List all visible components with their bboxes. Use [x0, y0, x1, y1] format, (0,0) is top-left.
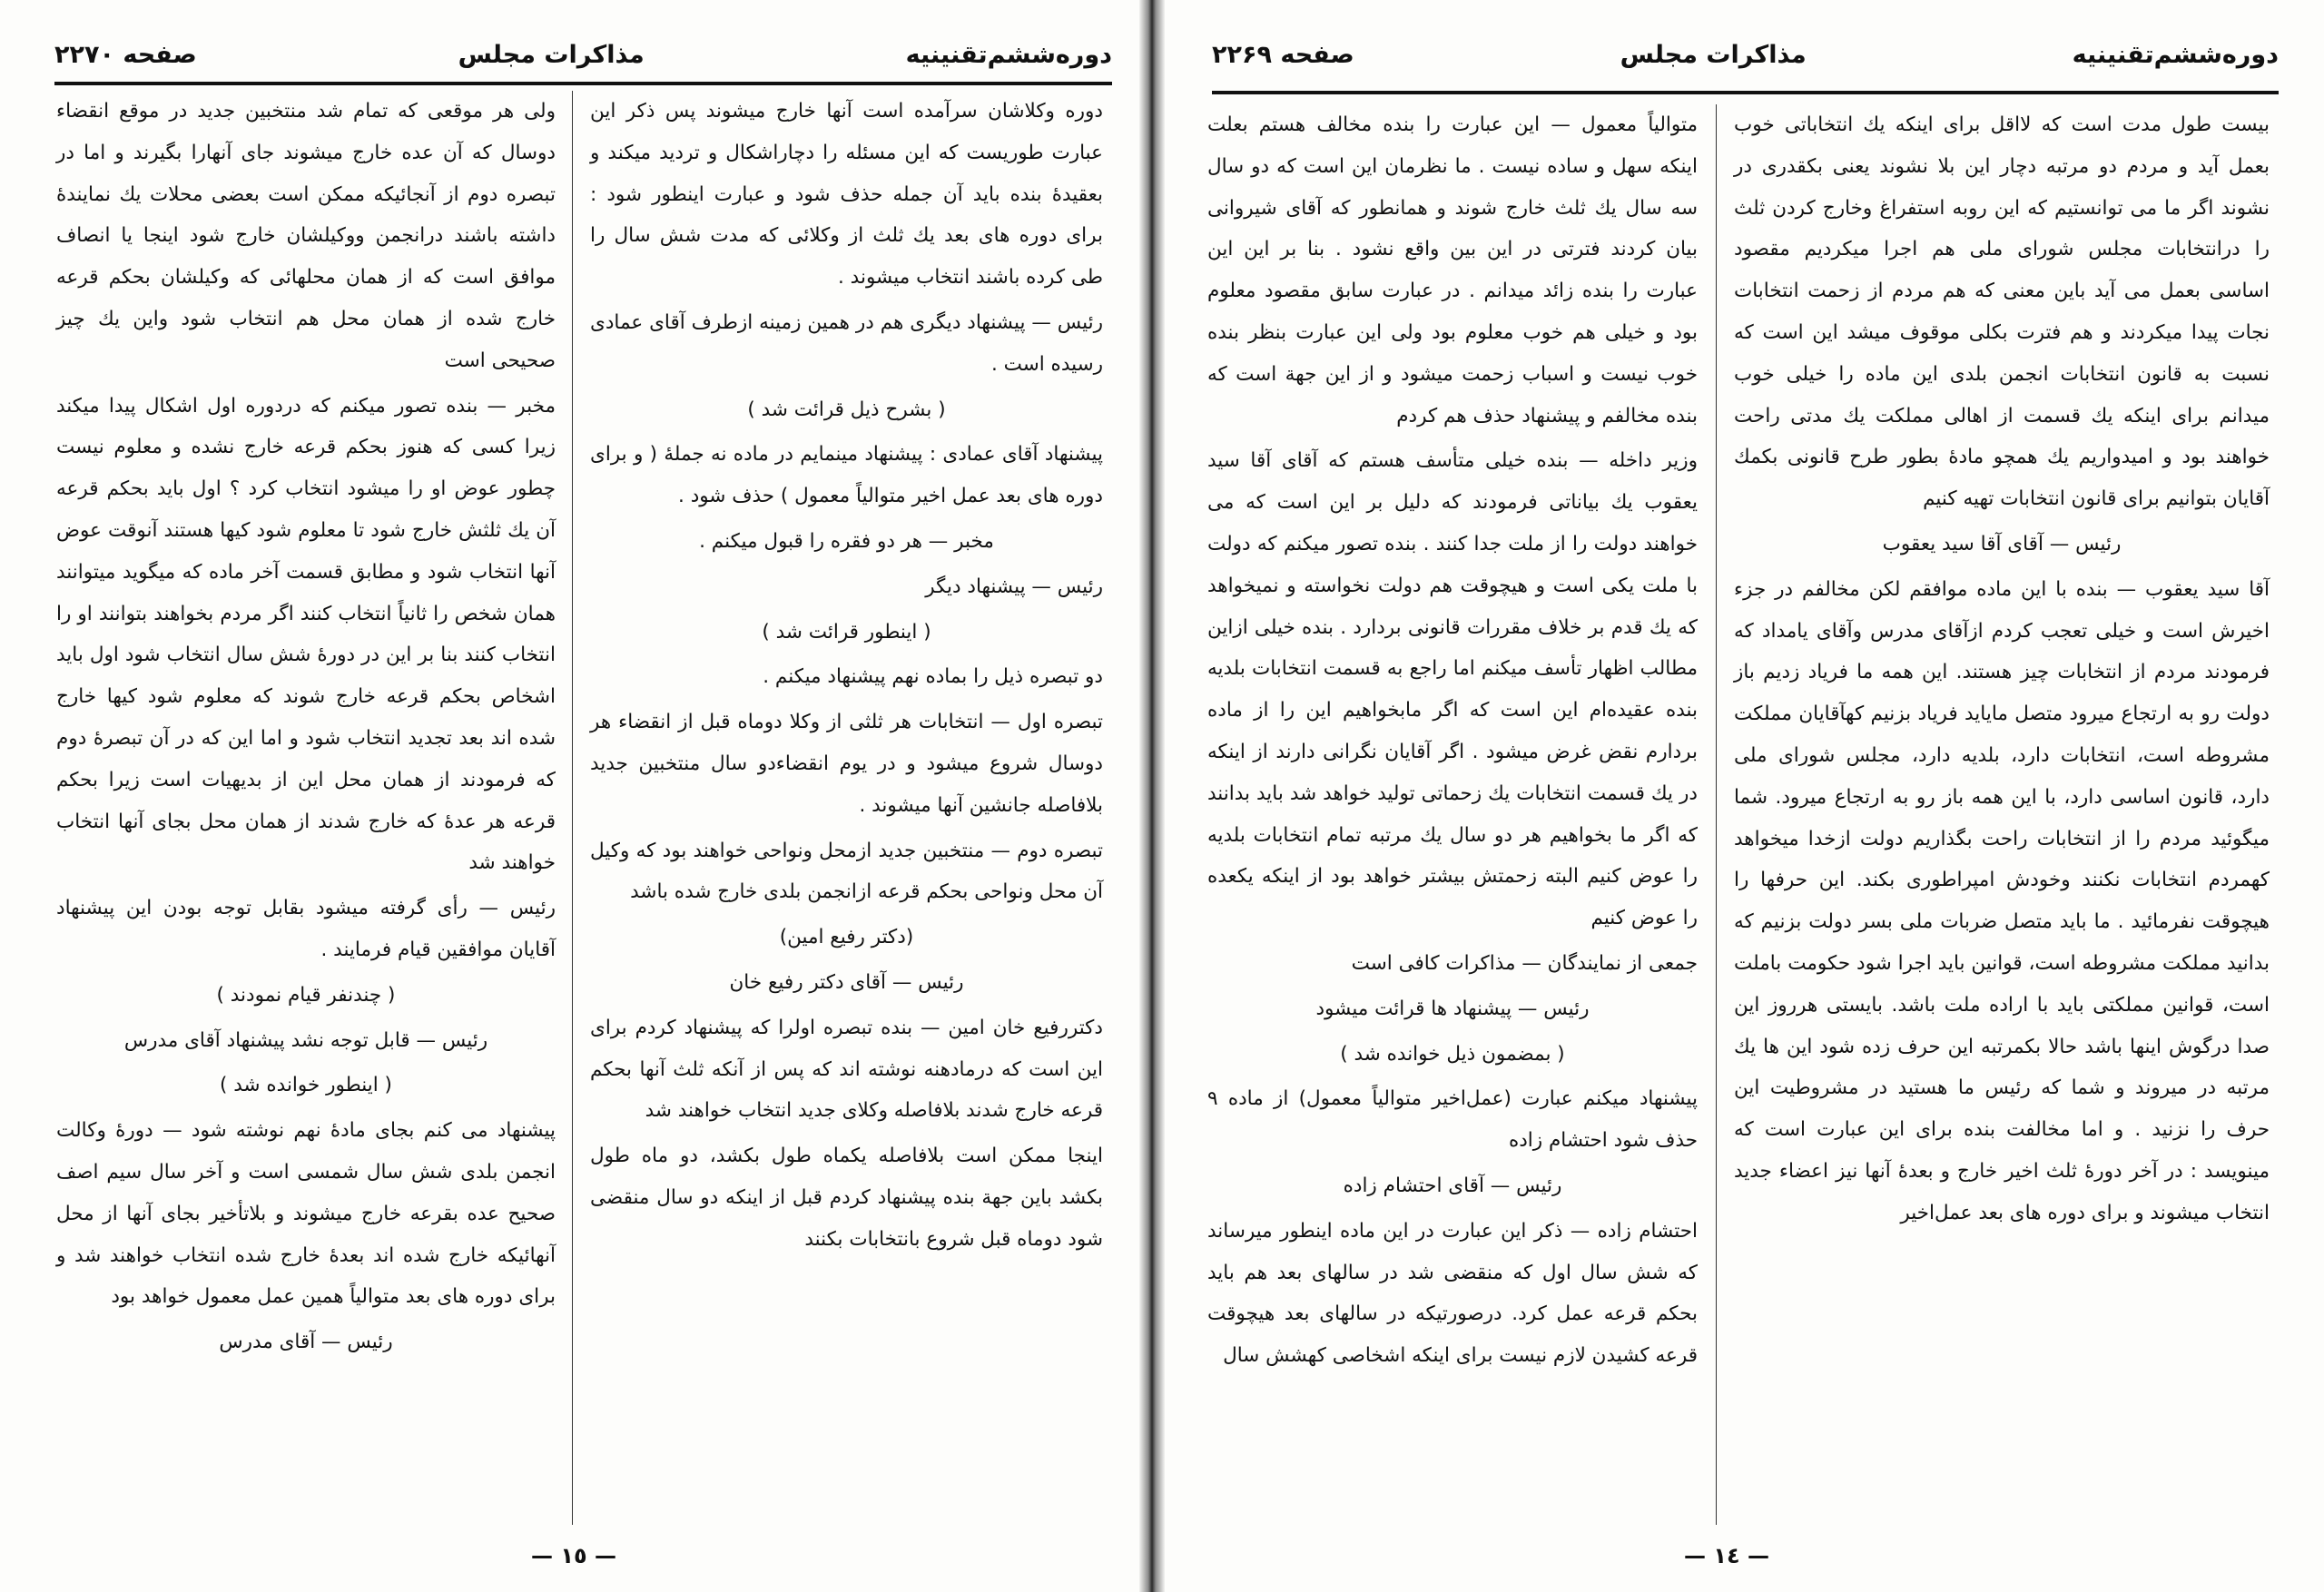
paragraph: رئیس — آقای احتشام زاده	[1343, 1174, 1562, 1197]
paragraph: اینجا ممکن است بلافاصله یکماه طول بکشد، دو ماه طول بکشد باین جهة بنده پیشنهاد کردم قبل از اینکه دو سال منقضی شود دوماه قبل شروع بانتخابات بکنند	[590, 1145, 1103, 1251]
paragraph: ( اینطور قرائت شد )	[762, 620, 931, 644]
paragraph: پیشنهاد آقای عمادی : پیشنهاد مینمایم در ماده نه جملهٔ ( و برای دوره های بعد عمل اخیر متوالیاً معمول ) حذف شود .	[590, 443, 1103, 508]
paragraph: احتشام زاده — ذکر این عبارت در این ماده اینطور میرساند که شش سال اول که منقضی شد در سالهای بعد هم باید بحکم قرعه عمل کرد. درصورتیکه در سالهای بعد هیچوقت قرعه کشیدن لازم نیست برای اینکه اشخاصی کهشش سال	[1207, 1219, 1698, 1368]
right-header-journal: دوره‌ششم‌تقنینیه	[2072, 40, 2279, 69]
right-header-page-label: صفحه ۲۲۶۹	[1212, 40, 1354, 69]
paragraph: ( بمضمون ذیل خوانده شد )	[1340, 1042, 1565, 1066]
paragraph: ( اینطور خوانده شد )	[220, 1074, 392, 1097]
paragraph: دکتررفیع خان امین — بنده تبصره اولرا که پیشنهاد کردم برای این است که درمادهنه نوشته اند که پس از آنکه ثلث آنها بحکم قرعه خارج شدند بلافاصله وکلای جدید انتخاب خواهند شد	[590, 1016, 1103, 1123]
paragraph: رئیس — آقای آقا سید یعقوب	[1882, 532, 2122, 555]
paragraph: رئیس — قابل توجه نشد پیشنهاد آقای مدرس	[123, 1028, 488, 1052]
paragraph: تبصره اول — انتخابات هر ثلثی از وکلا دوماه قبل از انقضاء هر دوسال شروع میشود و در یوم انقضاءدو سال منتخبین جدید بلافاصله جانشین آنها میشوند .	[590, 711, 1103, 817]
book-gutter	[1139, 0, 1165, 1592]
paragraph: متوالیاً معمول — این عبارت را بنده مخالف هستم بعلت اینکه سهل و ساده نیست . ما نظرمان این است که دو سال سه سال یك ثلث خارج شوند و همانطور که آقای شیروانی بیان کردند فترتی در این بین واقع نشود . بنا بر این این عبارت را بنده زائد میدانم . در عبارت سابق مقصود معلوم بود و خیلی هم خوب معلوم بود ولی این عبارت بنظر بنده خوب نیست و اسباب زحمت میشود و از این جهة است که بنده مخالفم و پیشنهاد حذف هم کردم	[1207, 113, 1698, 427]
paragraph: رئیس — رأی گرفته میشود بقابل توجه بودن این پیشنهاد آقایان موافقین قیام فرمایند .	[56, 897, 556, 961]
right-header-rule	[1212, 91, 2279, 94]
paragraph: تبصره دوم — منتخبین جدید ازمحل ونواحی خواهند بود که وکیل آن محل ونواحی بحکم قرعه ازانجمن بلدی خارج شده باشد	[590, 839, 1103, 904]
right-page-number: — ١٤ —	[1684, 1543, 1770, 1568]
paragraph: دو تبصره ذیل را بماده نهم پیشنهاد میکنم .	[763, 665, 1103, 689]
paragraph: رئیس — پیشنهاد ها قرائت میشود	[1315, 997, 1590, 1020]
left-page-right-column	[590, 91, 1103, 1264]
paragraph: رئیس — پیشنهاد دیگری هم در همین زمینه ازطرف آقای عمادی رسیده است .	[590, 310, 1103, 376]
paragraph: ولی هر موقعی که تمام شد منتخبین جدید در موقع انقضاء دوسال که آن عده خارج میشوند جای آنهارا بگیرند و اما در تبصره دوم از آنجائیکه ممکن است بعضی محلات یك نمایندهٔ داشته باشند درانجمن ووکیلشان خارج شود اینجا یا انصاف موافق است که از همان محلهائی که وکیلشان بحکم قرعه خارج شده از همان محل هم انتخاب شود واین یك چیز صحیحی است	[56, 100, 556, 372]
left-page-left-column	[56, 91, 556, 1367]
left-page-header	[54, 33, 1112, 76]
right-header-title: مذاکرات مجلس	[1620, 40, 1807, 69]
paragraph: رئیس — آقای مدرس	[219, 1331, 393, 1354]
paragraph: مخبر — بنده تصور میکنم که دردوره اول اشکال پیدا میکند زیرا کسی که هنوز بحکم قرعه خارج نشده و معلوم نیست چطور عوض او را میشود انتخاب کرد ؟ اول باید بحکم قرعه آن یك ثلثش خارج شود تا معلوم شود کیها هستند آنوقت عوض آنها انتخاب شود و مطابق قسمت آخر ماده که میگوید میتوانند همان شخص را ثانیاً انتخاب کنند اگر مردم بخواهند بتوانند او را انتخاب کنند بنا بر این در دورهٔ شش سال انتخاب شود اول باید اشخاص بحکم قرعه خارج شوند که معلوم شود کیها خارج شده اند بعد تجدید انتخاب شود و اما این که در آن تبصرهٔ دوم که فرمودند از همان محل این از بدیهیات است زیرا بحکم قرعه هر عدهٔ که خارج شدند از همان محل بجای آنها انتخاب خواهند شد	[56, 394, 556, 875]
left-page	[0, 0, 1148, 1592]
left-column-divider	[572, 91, 573, 1525]
right-column-divider	[1716, 104, 1717, 1525]
paragraph: رئیس — پیشنهاد دیگر	[925, 575, 1103, 598]
paragraph: جمعی از نمایندگان — مذاکرات کافی است	[1351, 951, 1698, 975]
paragraph: ( چندنفر قیام نمودند )	[216, 983, 396, 1007]
left-header-page-label: صفحه ۲۲۷۰	[54, 40, 197, 69]
paragraph: پیشنهاد می کنم بجای مادهٔ نهم نوشته شود — دورهٔ وکالت انجمن بلدی شش سال شمسی است و آخر سال سیم اصف صحیح عده بقرعه خارج میشوند و بلاتأخیر بجای آنها از محل آنهائیکه خارج شده اند بعدهٔ خارج شده انتخاب خواهند شد و برای دوره های بعد متوالیاً همین عمل معمول خواهد بود	[56, 1119, 556, 1309]
right-page-header	[1212, 33, 2279, 76]
paragraph: آقا سید یعقوب — بنده با این ماده موافقم لکن مخالفم در جزء اخیرش است و خیلی تعجب کردم ازآقای مدرس وآقای یامداد که فرمودند مردم از انتخابات چیز هستند. این همه ما فریاد زدیم باز دولت رو به ارتجاع میرود متصل مایاید فریاد بزنیم کهآقایان مملکت مشروطه است، انتخابات دارد، بلدیه دارد، مجلس شورای ملی دارد، قانون اساسی دارد، با این همه باز رو به ارتجاع میرود. شما میگوئید مردم را از انتخابات راحت بگذاریم دولت ازخدا میخواهد کهمردم انتخابات نکنند وخودش امپراطوری بکند. این حرفها را هیچوقت نفرمائید . ما باید متصل ضربات ملی بسر دولت بزنیم که بدانید مملکت مشروطه است، قوانین باید اجرا شود حکومت باملت است، قوانین مملکتی باید با اراده ملت باشد. بایستی هرروز این صدا درگوش اینها باشد حالا بکمرتبه این حرف زده شود این ها یك مرتبه در میروند و شما که رئیس ما هستید در مشروطیت این حرف را نزنید . و اما مخالفت بنده برای این عبارت است که مینویسد : در آخر دورهٔ ثلث اخیر خارج و بعدهٔ آنها نیز اعضاء جدید انتخاب میشوند و برای دوره های بعد عمل‌اخیر	[1734, 577, 2270, 1224]
paragraph: مخبر — هر دو فقره را قبول میکنم .	[699, 529, 994, 553]
right-page-right-column	[1734, 104, 2270, 1238]
right-page-left-column	[1207, 104, 1698, 1381]
paragraph: ( بشرح ذیل قرائت شد )	[747, 398, 946, 421]
paragraph: دوره وکلاشان سرآمده است آنها خارج میشوند پس ذکر این عبارت طوریست که این مسئله را دچاراشکال و تردید میکند و بعقیدهٔ بنده باید آن جمله حذف شود و عبارت اینطور شود : برای دوره های بعد یك ثلث از وکلائی که مدت شش سال را طی کرده باشند انتخاب میشوند .	[590, 100, 1103, 290]
left-header-rule	[54, 82, 1112, 85]
paragraph: وزیر داخله — بنده خیلی متأسف هستم که آقای آقا سید یعقوب یك بیاناتی فرمودند که دلیل بر این است که می خواهند دولت را از ملت جدا کنند . بنده تصور میکنم که دولت با ملت یکی است و هیچوقت هم دولت نخواسته و نمیخواهد که یك قدم بر خلاف مقررات قانونی بردارد . بنده خیلی ازاین مطالب اظهار تأسف میکنم اما راجع به قسمت انتخابات بلدیه بنده عقیده‌ام این است که اگر مابخواهیم این را از ماده بردارم نقض غرض میشود . اگر آقایان نگرانی دارند از اینکه در یك قسمت انتخابات یك زحماتی تولید خواهد شد باید بدانند که اگر ما بخواهیم هر دو سال یك مرتبه تمام انتخابات بلدیه را عوض کنیم البته زحمتش بیشتر خواهد بود از اینکه یکعده را عوض کنیم	[1207, 449, 1698, 930]
paragraph: رئیس — آقای دکتر رفیع خان	[729, 970, 964, 994]
right-page	[1148, 0, 2324, 1592]
left-header-title: مذاکرات مجلس	[458, 40, 645, 69]
paragraph: پیشنهاد میکنم عبارت (عمل‌اخیر متوالیاً معمول) از ماده ۹ حذف شود احتشام زاده	[1207, 1087, 1698, 1153]
left-header-journal: دوره‌ششم‌تقنینیه	[905, 40, 1112, 69]
paragraph: (دکتر رفیع امین)	[779, 926, 914, 949]
left-page-number: — ١٥ —	[531, 1543, 617, 1568]
paragraph: بیست طول مدت است که لااقل برای اینکه یك انتخاباتی خوب بعمل آید و مردم دو مرتبه دچار این بلا نشوند یعنی بکقدری در نشوند اگر ما می توانستیم که این روبه استفراغ وخارج کردن ثلث را درانتخابات مجلس شورای ملی هم اجرا میکردیم مقصود اساسی بعمل می آید باین معنی که هم مردم از زحمت انتخابات نجات پیدا میکردند و هم فترت بکلی موقوف میشد این است که نسبت به قانون انتخابات انجمن بلدی این ماده را خیلی خوب میدانم برای اینکه یك قسمت از اهالی مملکت یك مدتی راحت خواهند بود و امیدواریم یك همچو مادهٔ بطور طرح قانونی بکمك آقایان بتوانیم برای قانون انتخابات تهیه کنیم	[1734, 113, 2270, 511]
